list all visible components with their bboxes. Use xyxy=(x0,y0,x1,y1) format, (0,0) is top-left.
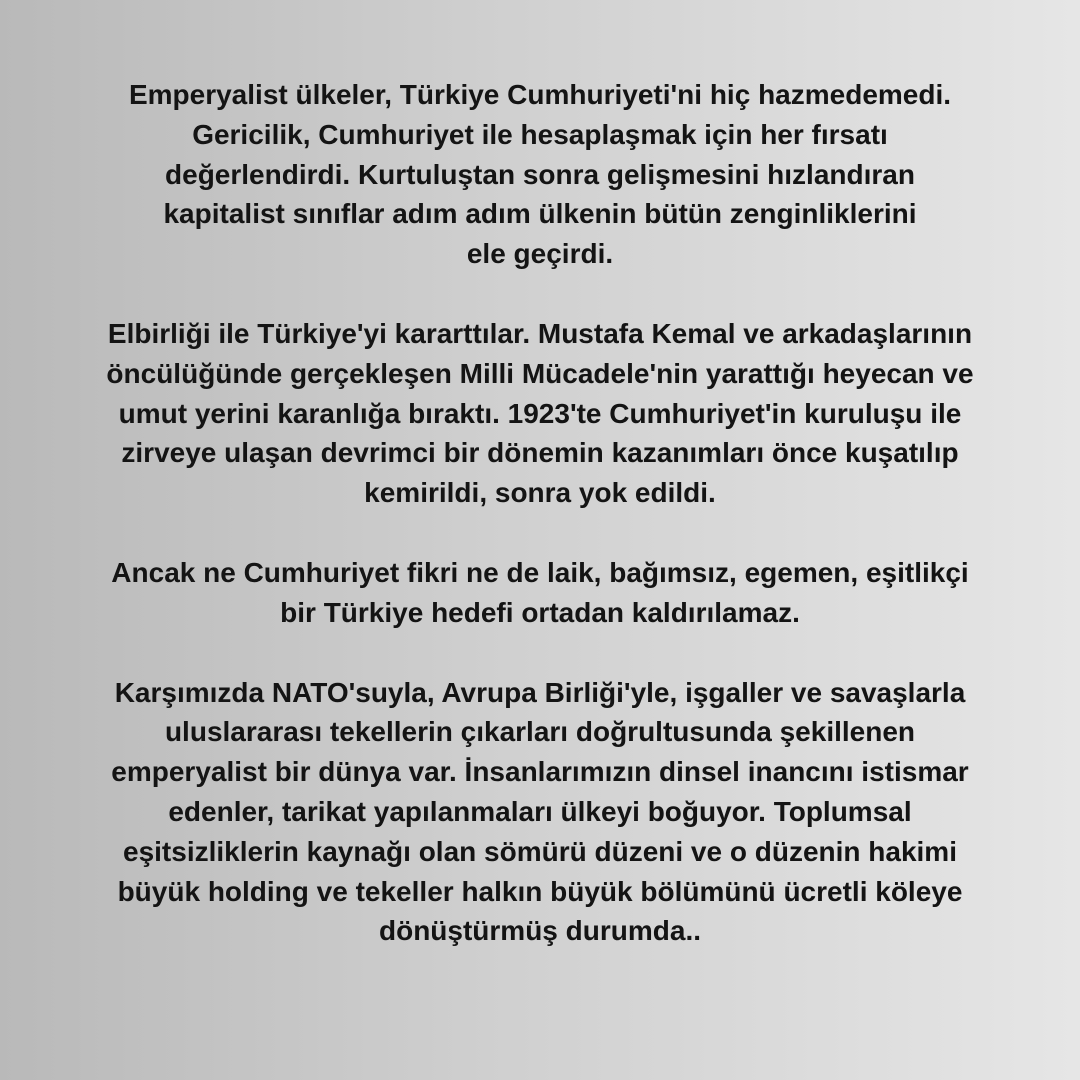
paragraph-line: değerlendirdi. Kurtuluştan sonra gelişmesini hızlandıran xyxy=(165,158,915,190)
paragraph-line: zirveye ulaşan devrimci bir dönemin kazanımları önce kuşatılıp xyxy=(121,437,959,469)
paragraph-line: kapitalist sınıflar adım adım ülkenin bütün zenginliklerini xyxy=(163,198,917,230)
paragraph-line: Elbirliği ile Türkiye'yi kararttılar. Mustafa Kemal ve arkadaşlarının xyxy=(107,317,973,349)
paragraph-line: bir Türkiye hedefi ortadan kaldırılamaz. xyxy=(280,596,800,628)
statement-text xyxy=(40,75,1040,951)
paragraph-line: kemirildi, sonra yok edildi. xyxy=(364,477,716,509)
paragraph-2 xyxy=(40,314,1040,513)
paragraph-line: eşitsizliklerin kaynağı olan sömürü düzeni ve o düzenin hakimi xyxy=(123,835,957,867)
paragraph-line: öncülüğünde gerçekleşen Milli Mücadele'nin yarattığı heyecan ve xyxy=(106,357,974,389)
paragraph-line: Karşımızda NATO'suyla, Avrupa Birliği'yle, işgaller ve savaşlarla xyxy=(114,676,966,708)
paragraph-gap xyxy=(40,274,1040,314)
paragraph-gap xyxy=(40,513,1040,553)
paragraph-line: ele geçirdi. xyxy=(466,238,614,270)
paragraph-4 xyxy=(40,673,1040,952)
paragraph-line: Gericilik, Cumhuriyet ile hesaplaşmak için her fırsatı xyxy=(192,118,888,150)
paragraph-line: uluslararası tekellerin çıkarları doğrultusunda şekillenen xyxy=(164,716,916,748)
paragraph-line: Ancak ne Cumhuriyet fikri ne de laik, bağımsız, egemen, eşitlikçi xyxy=(111,556,969,588)
paragraph-line: edenler, tarikat yapılanmaları ülkeyi boğuyor. Toplumsal xyxy=(168,795,912,827)
paragraph-line: büyük holding ve tekeller halkın büyük bölümünü ücretli köleye xyxy=(117,875,963,907)
paragraph-line: emperyalist bir dünya var. İnsanlarımızın dinsel inancını istismar xyxy=(111,756,969,788)
paragraph-line: dönüştürmüş durumda.. xyxy=(379,915,701,947)
paragraph-line: Emperyalist ülkeler, Türkiye Cumhuriyeti'ni hiç hazmedemedi. xyxy=(128,79,952,110)
paragraph-gap xyxy=(40,633,1040,673)
paragraph-line: umut yerini karanlığa bıraktı. 1923'te Cumhuriyet'in kuruluşu ile xyxy=(118,397,962,429)
paragraph-1 xyxy=(40,75,1040,274)
paragraph-3 xyxy=(40,553,1040,633)
